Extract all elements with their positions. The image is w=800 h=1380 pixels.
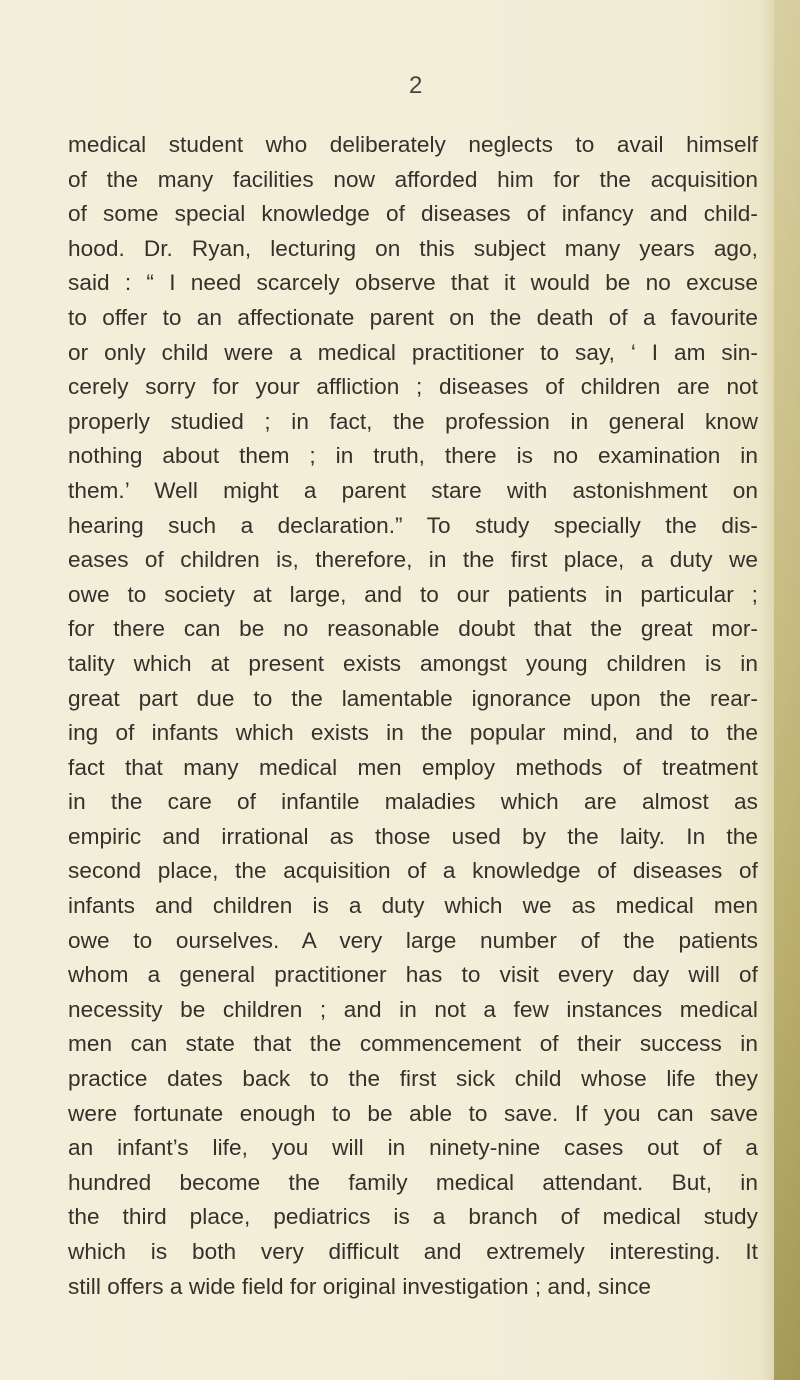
text-line: said : “ I need scarcely observe that it would be no excuse [68, 270, 758, 296]
text-line: them.’ Well might a parent stare with astonishment on [68, 477, 758, 503]
text-line: whom a general practitioner has to visit every day will of [68, 962, 758, 988]
page-edge-shadow [774, 0, 800, 1380]
text-line: which is both very difficult and extremely interesting. It [68, 1239, 758, 1264]
text-line: of some special knowledge of diseases of infancy and child- [68, 201, 758, 227]
text-line: cerely sorry for your affliction ; diseases of children are not [68, 374, 758, 400]
text-line: fact that many medical men employ methods of treatment [68, 754, 758, 780]
text-line: great part due to the lamentable ignorance upon the rear- [68, 685, 758, 711]
text-line: nothing about them ; in truth, there is no examination in [68, 443, 758, 469]
text-line: of the many facilities now afforded him for the acquisition [68, 166, 758, 192]
text-line: an infant’s life, you will in ninety-nine cases out of a [68, 1135, 758, 1161]
text-line: medical student who deliberately neglects to avail himself [68, 132, 758, 157]
page-number: 2 [409, 72, 423, 99]
text-line: or only child were a medical practitioner to say, ‘ I am sin- [68, 339, 758, 365]
text-line: men can state that the commencement of their success in [68, 1031, 758, 1057]
text-line: owe to ourselves. A very large number of the patients [68, 927, 758, 953]
text-line: tality which at present exists amongst young children is in [68, 650, 758, 676]
text-line: infants and children is a duty which we as medical men [68, 893, 758, 919]
text-line: necessity be children ; and in not a few instances medical [68, 996, 758, 1022]
text-line: hearing such a declaration.” To study specially the dis- [68, 512, 758, 538]
text-line: owe to society at large, and to our patients in particular ; [68, 581, 758, 607]
text-line: empiric and irrational as those used by the laity. In the [68, 823, 758, 849]
text-line: were fortunate enough to be able to save. If you can save [68, 1100, 758, 1126]
text-line: second place, the acquisition of a knowledge of diseases of [68, 858, 758, 884]
text-line: still offers a wide field for original investigation ; and, since [68, 1273, 652, 1299]
text-line: for there can be no reasonable doubt that the great mor- [68, 616, 758, 642]
text-line: to offer to an affectionate parent on the death of a favourite [68, 304, 758, 330]
text-line: practice dates back to the first sick child whose life they [68, 1066, 758, 1092]
text-line: hundred become the family medical attendant. But, in [68, 1169, 758, 1195]
body-text [68, 128, 758, 1304]
text-line: properly studied ; in fact, the profession in general know [68, 408, 758, 434]
text-line: hood. Dr. Ryan, lecturing on this subject many years ago, [68, 235, 758, 261]
text-line: ing of infants which exists in the popular mind, and to the [68, 720, 758, 746]
text-line: eases of children is, therefore, in the first place, a duty we [68, 547, 758, 573]
text-line: in the care of infantile maladies which are almost as [68, 789, 758, 815]
text-line: the third place, pediatrics is a branch of medical study [68, 1204, 758, 1230]
